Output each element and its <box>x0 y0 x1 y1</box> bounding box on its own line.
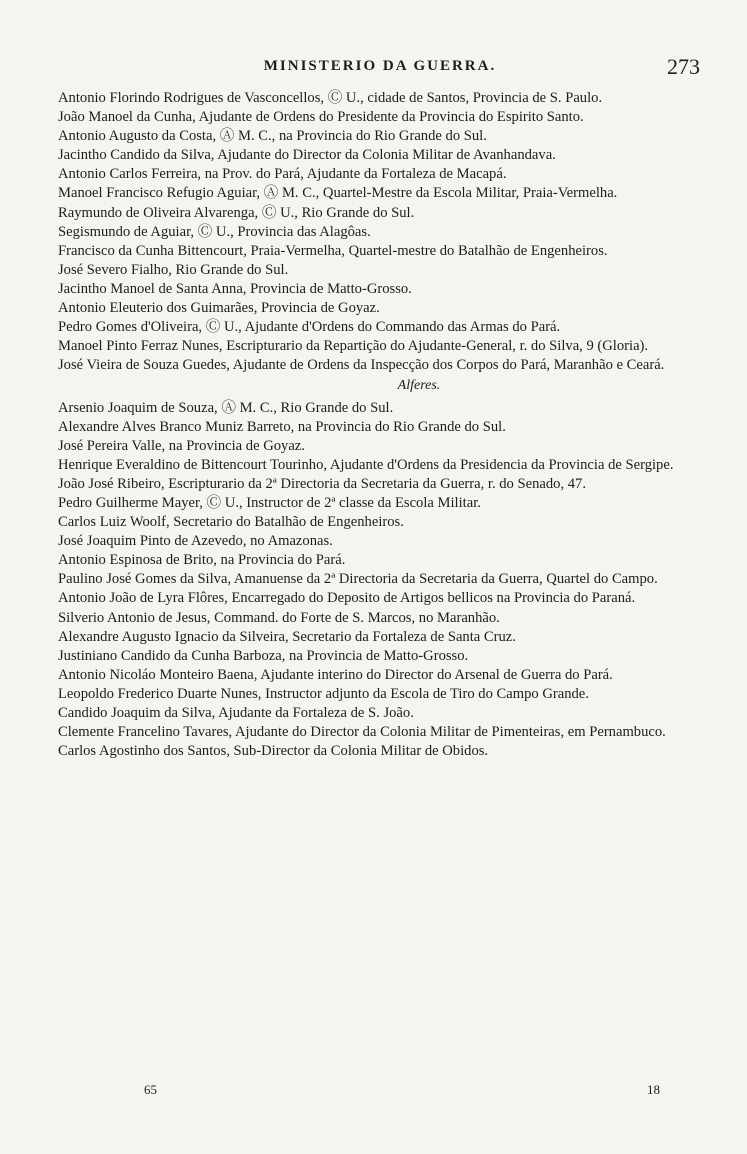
signature-mark-right: 18 <box>647 1082 660 1097</box>
list-item: Francisco da Cunha Bittencourt, Praia-Vermelha, Quartel-mestre do Batalhão de Engenheiros. <box>58 242 608 259</box>
list-item: José Vieira de Souza Guedes, Ajudante de Ordens da Inspecção dos Corpos do Pará, Maranhão e Ceará. <box>58 357 665 374</box>
list-item: Jacintho Candido da Silva, Ajudante do Director da Colonia Militar de Avanhandava. <box>58 147 556 164</box>
signature-mark-left: 65 <box>144 1082 157 1097</box>
list-item: Alexandre Alves Branco Muniz Barreto, na Provincia do Rio Grande do Sul. <box>58 418 506 435</box>
list-item: Alexandre Augusto Ignacio da Silveira, Secretario da Fortaleza de Santa Cruz. <box>58 628 516 645</box>
list-item: Antonio Nicoláo Monteiro Baena, Ajudante interino do Director do Arsenal de Guerra do Pará. <box>58 666 613 683</box>
section-heading: Alferes. <box>397 378 441 394</box>
list-item: Carlos Agostinho dos Santos, Sub-Director da Colonia Militar de Obidos. <box>58 743 489 760</box>
list-item: Antonio Espinosa de Brito, na Provincia do Pará. <box>58 552 346 569</box>
list-item: Manoel Pinto Ferraz Nunes, Escripturario da Repartição do Ajudante-General, r. do Silva, 9 (Gloria). <box>58 338 649 355</box>
list-item: Manoel Francisco Refugio Aguiar, Ⓐ M. C., Quartel-Mestre da Escola Militar, Praia-Vermelha. <box>58 185 618 202</box>
list-item: Antonio Eleuterio dos Guimarães, Provincia de Goyaz. <box>58 300 380 317</box>
entry-list <box>58 89 700 761</box>
list-item: Jacintho Manoel de Santa Anna, Provincia de Matto-Grosso. <box>58 280 412 297</box>
list-item: Pedro Gomes d'Oliveira, Ⓒ U., Ajudante d'Ordens do Commando das Armas do Pará. <box>58 319 561 336</box>
list-item: Pedro Guilherme Mayer, Ⓒ U., Instructor de 2ª classe da Escola Militar. <box>58 494 481 511</box>
list-item: José Joaquim Pinto de Azevedo, no Amazonas. <box>58 533 333 550</box>
list-item: Justiniano Candido da Cunha Barboza, na Provincia de Matto-Grosso. <box>58 647 469 664</box>
list-item: José Pereira Valle, na Provincia de Goyaz. <box>58 437 305 454</box>
page-header <box>60 54 700 84</box>
list-item: Carlos Luiz Woolf, Secretario do Batalhão de Engenheiros. <box>58 514 404 531</box>
list-item: João José Ribeiro, Escripturario da 2ª Directoria da Secretaria da Guerra, r. do Senado, 47. <box>58 475 587 492</box>
list-item: Silverio Antonio de Jesus, Command. do Forte de S. Marcos, no Maranhão. <box>58 609 500 626</box>
page-number: 273 <box>667 54 700 79</box>
list-item: Raymundo de Oliveira Alvarenga, Ⓒ U., Rio Grande do Sul. <box>58 204 415 221</box>
list-item: Antonio Carlos Ferreira, na Prov. do Pará, Ajudante da Fortaleza de Macapá. <box>58 166 507 183</box>
running-title: MINISTERIO DA GUERRA. <box>263 58 497 74</box>
page-footer <box>140 1082 660 1104</box>
list-item: Antonio Augusto da Costa, Ⓐ M. C., na Provincia do Rio Grande do Sul. <box>58 128 487 145</box>
list-item: João Manoel da Cunha, Ajudante de Ordens do Presidente da Provincia do Espirito Santo. <box>58 109 584 126</box>
list-item: Henrique Everaldino de Bittencourt Tourinho, Ajudante d'Ordens da Presidencia da Provincia de Sergipe. <box>58 456 674 473</box>
list-item: Antonio João de Lyra Flôres, Encarregado do Deposito de Artigos bellicos na Provincia do Paraná. <box>58 590 636 607</box>
list-item: Paulino José Gomes da Silva, Amanuense da 2ª Directoria da Secretaria da Guerra, Quartel do Campo. <box>58 571 658 588</box>
list-item: Antonio Florindo Rodrigues de Vasconcellos, Ⓒ U., cidade de Santos, Provincia de S. Paulo. <box>58 90 603 106</box>
list-item: Clemente Francelino Tavares, Ajudante do Director da Colonia Militar de Pimenteiras, em Pernambuco. <box>58 724 666 741</box>
list-item: José Severo Fialho, Rio Grande do Sul. <box>58 261 289 278</box>
list-item: Segismundo de Aguiar, Ⓒ U., Provincia das Alagôas. <box>58 223 371 240</box>
list-item: Leopoldo Frederico Duarte Nunes, Instructor adjunto da Escola de Tiro do Campo Grande. <box>58 685 589 702</box>
list-item: Arsenio Joaquim de Souza, Ⓐ M. C., Rio Grande do Sul. <box>58 399 394 416</box>
list-item: Candido Joaquim da Silva, Ajudante da Fortaleza de S. João. <box>58 705 414 721</box>
